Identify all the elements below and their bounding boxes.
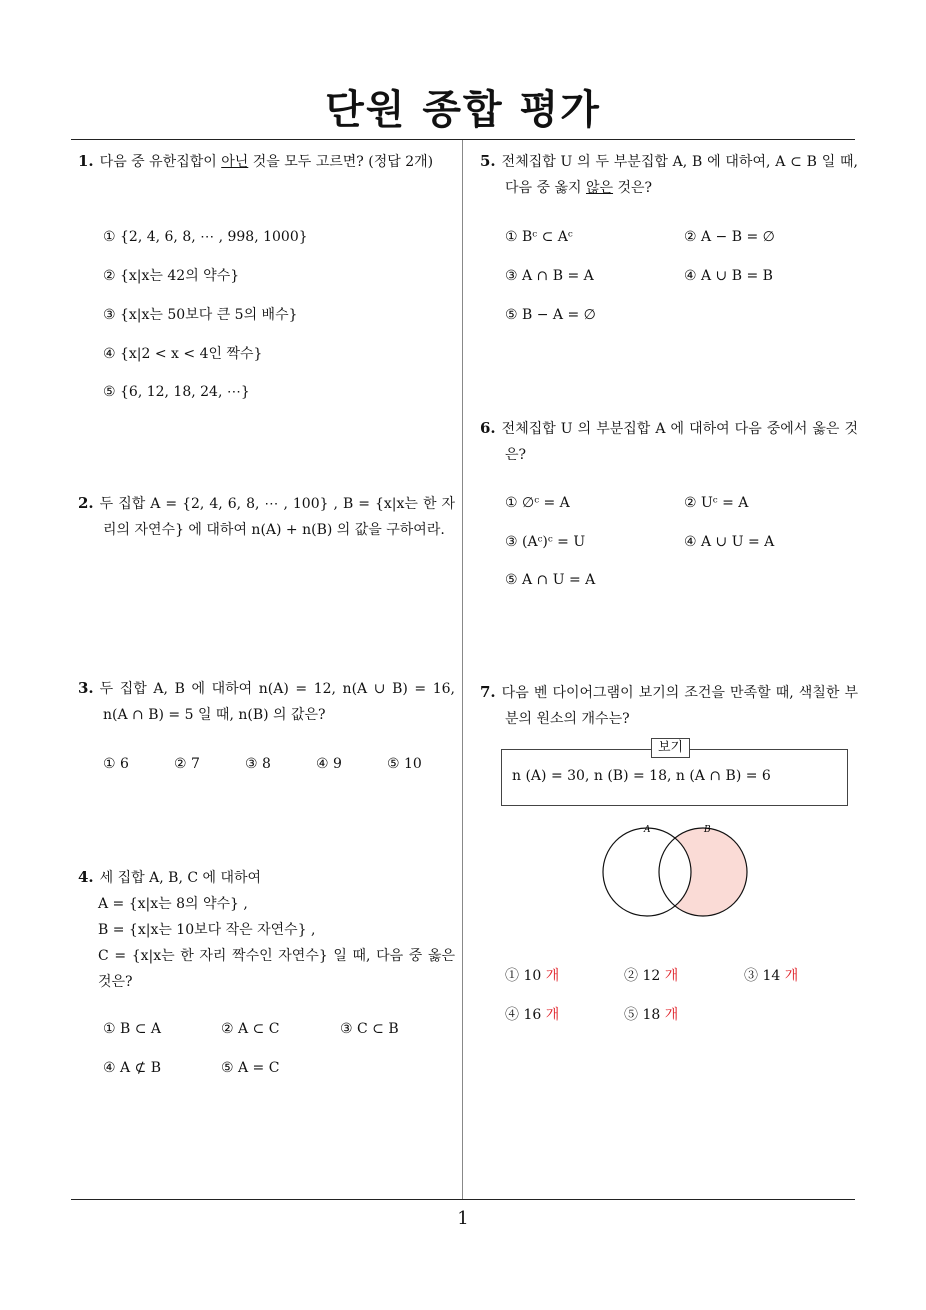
question-3 <box>78 675 455 728</box>
q3-option-3[interactable]: ③ 8 <box>245 756 271 772</box>
q6-option-5[interactable]: ⑤ A ∩ U = A <box>505 572 596 588</box>
q1-option-4[interactable]: ④ {x|2 < x < 4인 짝수} <box>103 346 263 362</box>
venn-label-b: B <box>704 825 711 835</box>
question-text: 두 집합 A = {2, 4, 6, 8, ⋯ , 100} , B = {x|x는 한 자리의 자연수} 에 대하여 n(A) + n(B) 의 값을 구하여라. <box>99 496 455 538</box>
option-number: ① 10 <box>505 968 542 984</box>
q1-option-5[interactable]: ⑤ {6, 12, 18, 24, ⋯} <box>103 384 250 400</box>
question-text: 다음 벤 다이어그램이 보기의 조건을 만족할 때, 색칠한 부분의 원소의 개수는? <box>501 685 858 727</box>
q5-option-5[interactable]: ⑤ B − A = ∅ <box>505 307 596 323</box>
question-4 <box>78 864 455 995</box>
q4-option-2[interactable]: ② A ⊂ C <box>221 1021 280 1037</box>
question-text-underlined: 않은 <box>585 180 614 196</box>
question-6 <box>480 415 858 468</box>
condition-text: n (A) = 30, n (B) = 18, n (A ∩ B) = 6 <box>512 768 771 784</box>
bottom-rule <box>71 1199 855 1200</box>
question-text: 세 집합 A, B, C 에 대하여 <box>99 870 262 886</box>
question-number: 2. <box>78 494 94 512</box>
set-c-definition: C = {x|x는 한 자리 짝수인 자연수} 일 때, 다음 중 옳은 것은? <box>98 948 455 990</box>
top-rule <box>71 139 855 140</box>
question-text: 것은? <box>613 180 653 196</box>
question-2 <box>78 490 455 543</box>
option-number: ② 12 <box>624 968 661 984</box>
option-unit: 개 <box>784 968 799 984</box>
question-7 <box>480 679 858 732</box>
option-number: ⑤ 18 <box>624 1007 661 1023</box>
q7-option-2[interactable] <box>624 963 678 989</box>
question-number: 7. <box>480 683 496 701</box>
question-number: 5. <box>480 152 496 170</box>
question-text: 다음 중 유한집합이 <box>99 154 222 170</box>
venn-label-a: A <box>644 825 651 835</box>
option-unit: 개 <box>545 1007 560 1023</box>
option-unit: 개 <box>545 968 560 984</box>
venn-diagram <box>600 822 760 922</box>
page-title: 단원 종합 평가 <box>325 87 601 133</box>
q4-option-1[interactable]: ① B ⊂ A <box>103 1021 162 1037</box>
q7-option-4[interactable] <box>505 1002 559 1028</box>
q7-option-5[interactable] <box>624 1002 678 1028</box>
question-number: 6. <box>480 419 496 437</box>
q1-option-1[interactable]: ① {2, 4, 6, 8, ⋯ , 998, 1000} <box>103 229 308 245</box>
q6-option-4[interactable]: ④ A ∪ U = A <box>684 534 775 550</box>
question-5 <box>480 148 858 201</box>
q5-option-2[interactable]: ② A − B = ∅ <box>684 229 775 245</box>
column-divider <box>462 140 463 1200</box>
option-number: ④ 16 <box>505 1007 542 1023</box>
q6-option-2[interactable]: ② Uᶜ = A <box>684 495 749 511</box>
q7-option-1[interactable] <box>505 963 559 989</box>
set-a-definition: A = {x|x는 8의 약수} , <box>98 896 248 912</box>
question-text: 두 집합 A, B 에 대하여 n(A) = 12, n(A ∪ B) = 16, n(A ∩ B) = 5 일 때, n(B) 의 값은? <box>99 681 455 723</box>
q5-option-3[interactable]: ③ A ∩ B = A <box>505 268 594 284</box>
question-1 <box>78 148 455 175</box>
question-number: 4. <box>78 868 94 886</box>
q3-option-2[interactable]: ② 7 <box>174 756 200 772</box>
question-number: 3. <box>78 679 94 697</box>
q3-option-1[interactable]: ① 6 <box>103 756 129 772</box>
q6-option-1[interactable]: ① ∅ᶜ = A <box>505 495 570 511</box>
q1-option-3[interactable]: ③ {x|x는 50보다 큰 5의 배수} <box>103 307 298 323</box>
q4-option-4[interactable]: ④ A ⊄ B <box>103 1060 162 1076</box>
q5-option-1[interactable]: ① Bᶜ ⊂ Aᶜ <box>505 229 573 245</box>
question-number: 1. <box>78 152 94 170</box>
option-unit: 개 <box>664 968 679 984</box>
set-b-definition: B = {x|x는 10보다 작은 자연수} , <box>98 922 316 938</box>
option-unit: 개 <box>664 1007 679 1023</box>
q5-option-4[interactable]: ④ A ∪ B = B <box>684 268 773 284</box>
q3-option-5[interactable]: ⑤ 10 <box>387 756 422 772</box>
question-text: 것을 모두 고르면? (정답 2개) <box>248 154 434 170</box>
q6-option-3[interactable]: ③ (Aᶜ)ᶜ = U <box>505 534 586 550</box>
q1-option-2[interactable]: ② {x|x는 42의 약수} <box>103 268 240 284</box>
question-text: 전체집합 U 의 두 부분집합 A, B 에 대하여, A ⊂ B 일 때, 다음 중 옳지 <box>501 154 858 196</box>
q4-option-3[interactable]: ③ C ⊂ B <box>340 1021 399 1037</box>
page-number: 1 <box>457 1208 469 1229</box>
q7-option-3[interactable] <box>744 963 798 989</box>
q3-option-4[interactable]: ④ 9 <box>316 756 342 772</box>
option-number: ③ 14 <box>744 968 781 984</box>
question-text-underlined: 아닌 <box>221 154 249 170</box>
q4-option-5[interactable]: ⑤ A = C <box>221 1060 280 1076</box>
question-text: 전체집합 U 의 부분집합 A 에 대하여 다음 중에서 옳은 것은? <box>501 421 858 463</box>
condition-box-label: 보기 <box>651 738 690 758</box>
